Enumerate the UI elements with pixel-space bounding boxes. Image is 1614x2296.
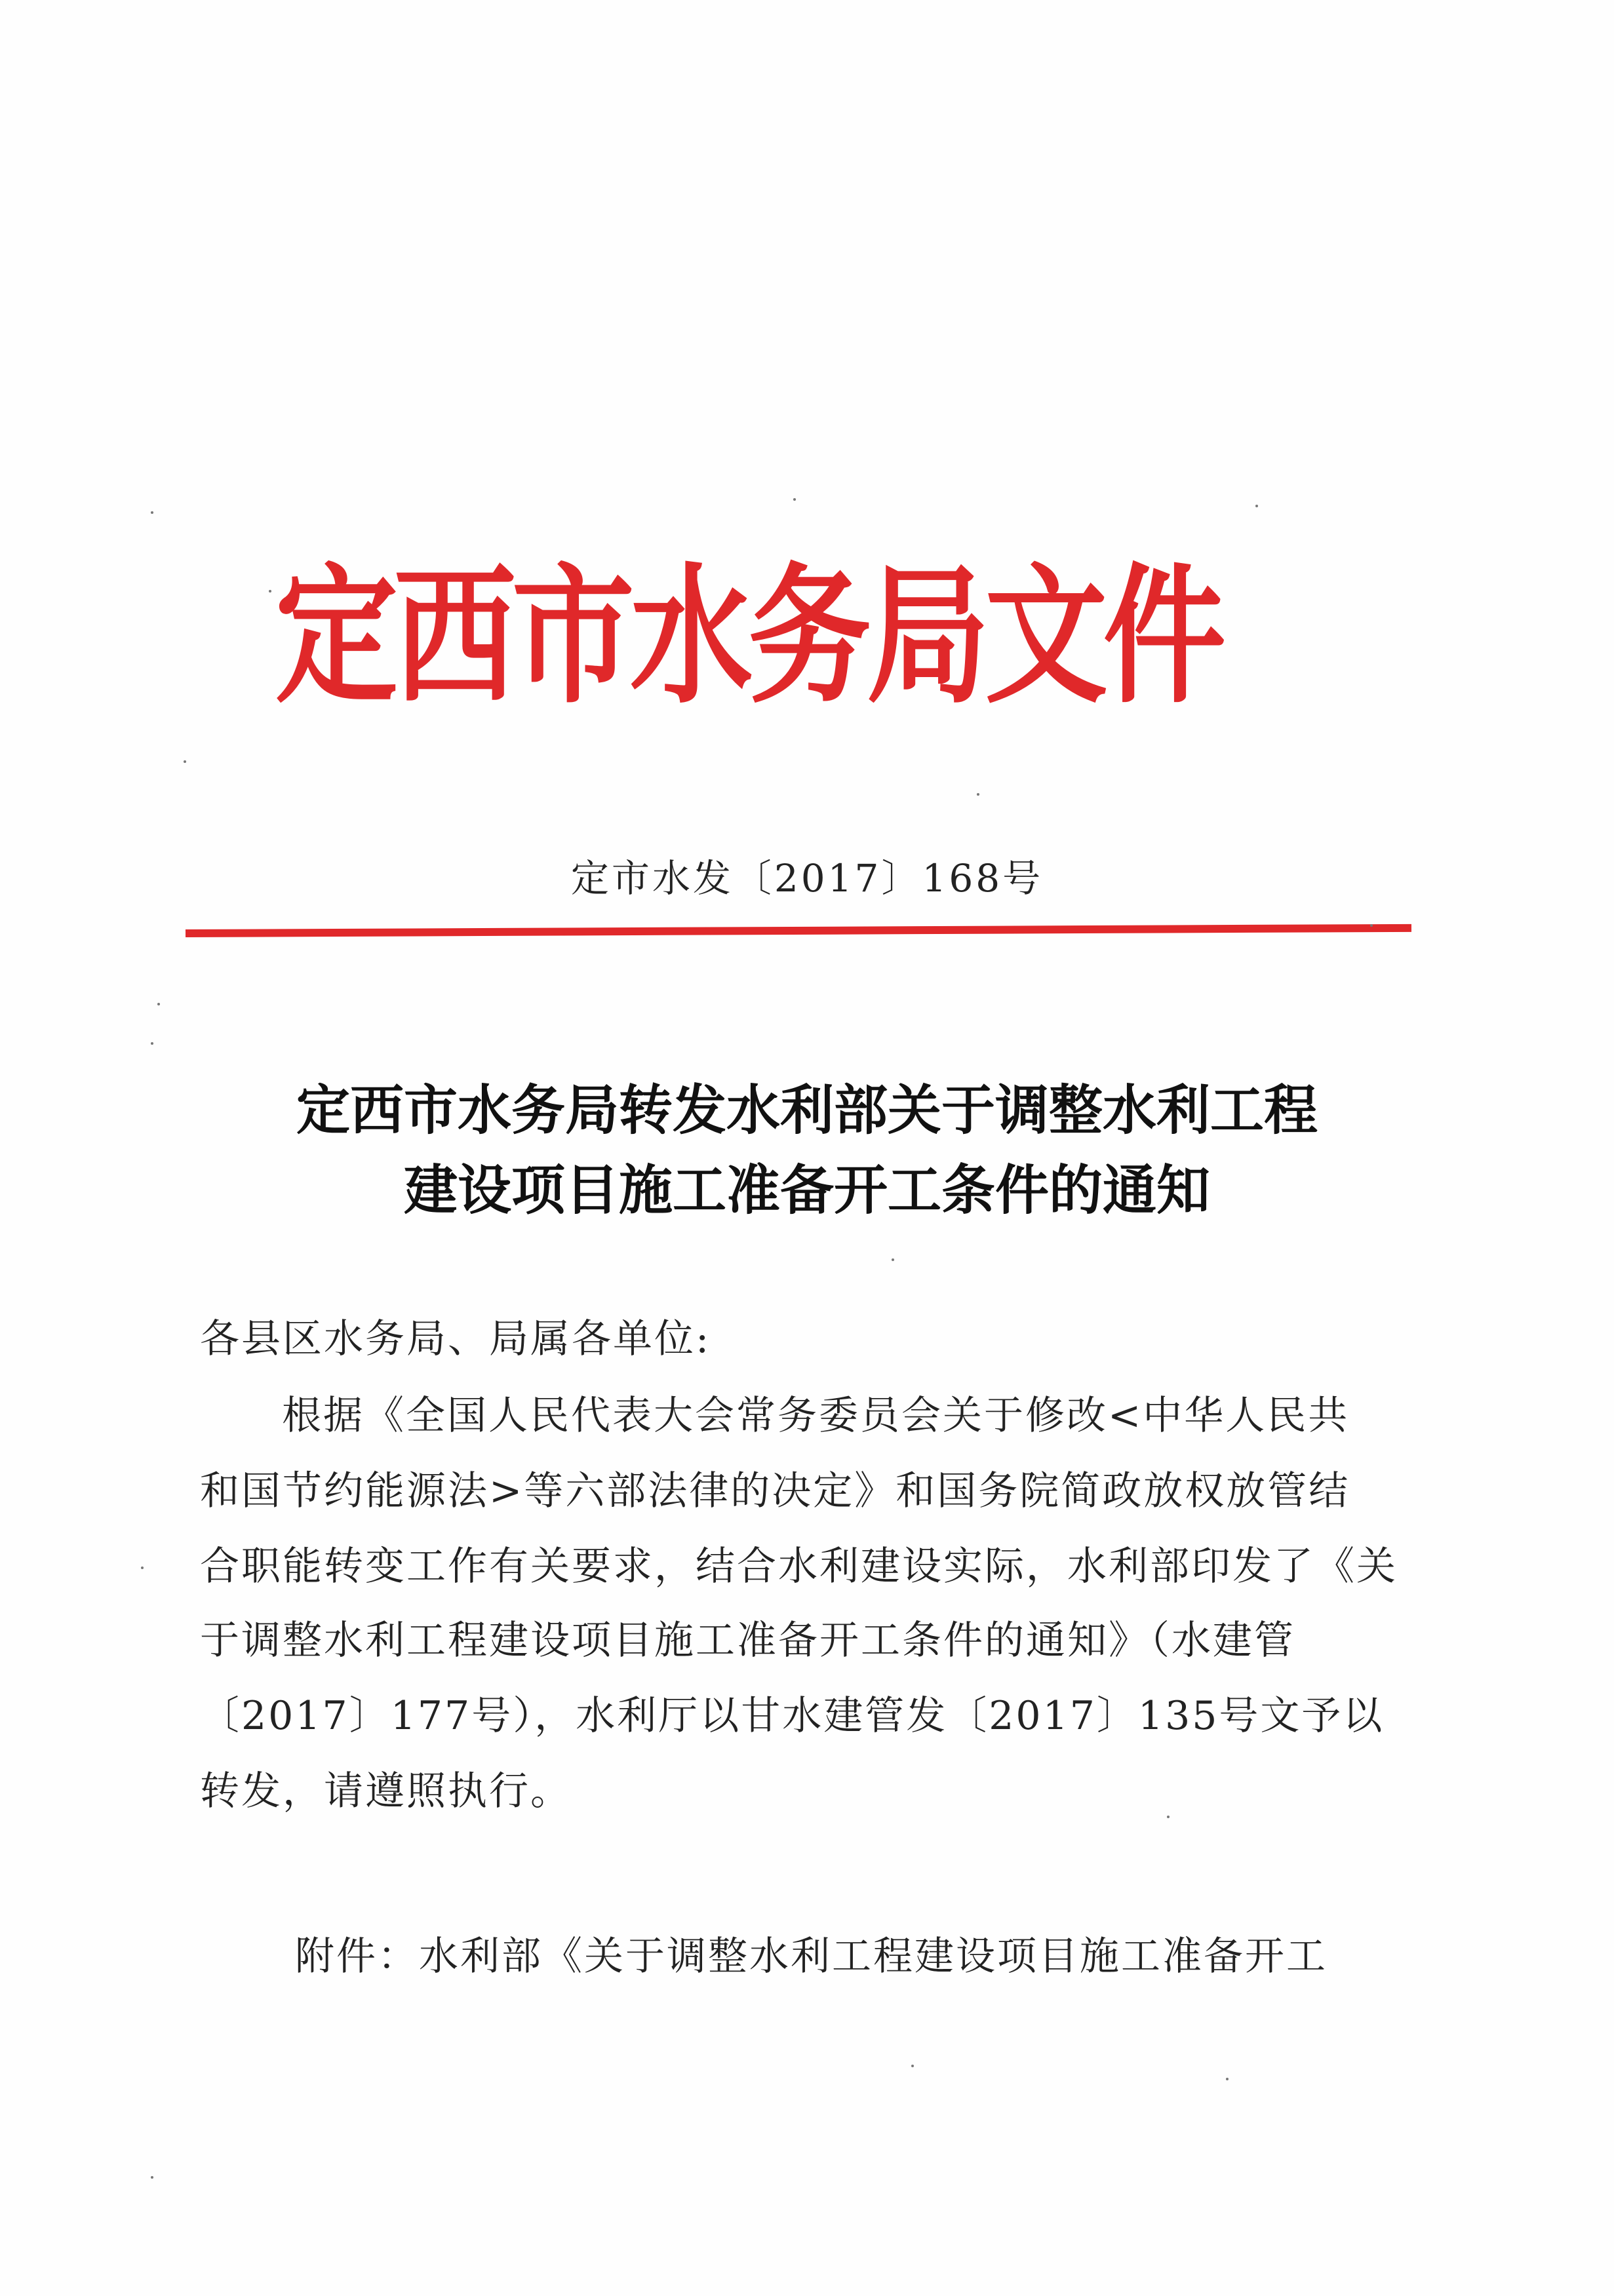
notice-title-line-1: 定西市水务局转发水利部关于调整水利工程 <box>296 1080 1318 1142</box>
masthead-title: 定西市水务局文件 <box>275 548 1222 724</box>
body-line-4: 于调整水利工程建设项目施工准备开工条件的通知》（水建管 <box>200 1618 1295 1664</box>
attachment-line: 附件：水利部《关于调整水利工程建设项目施工准备开工 <box>295 1934 1328 1979</box>
scan-speck <box>269 590 271 593</box>
scan-speck <box>911 2065 914 2067</box>
document-number: 定市水发〔2017〕168号 <box>570 856 1044 901</box>
body-line-2: 和国节约能源法>等六部法律的决定》和国务院简政放权放管结 <box>200 1468 1350 1514</box>
body-line-1: 根据《全国人民代表大会常务委员会关于修改<中华人民共 <box>282 1393 1350 1439</box>
scan-speck <box>184 760 186 763</box>
body-line-5: 〔2017〕177号），水利厅以甘水建管发〔2017〕135号文予以 <box>200 1693 1385 1739</box>
scan-speck <box>1167 1816 1170 1818</box>
scan-speck <box>151 2176 153 2179</box>
scan-speck <box>151 1042 153 1045</box>
body-line-6: 转发，请遵照执行。 <box>200 1768 572 1814</box>
body-line-3: 合职能转变工作有关要求，结合水利建设实际，水利部印发了《关 <box>200 1544 1398 1589</box>
scan-speck <box>141 1566 144 1569</box>
scan-speck <box>793 498 796 501</box>
scan-speck <box>1370 924 1373 927</box>
red-divider-line <box>186 924 1411 937</box>
scan-speck <box>977 793 979 796</box>
scan-speck <box>1255 505 1258 507</box>
scan-speck <box>1226 2078 1229 2080</box>
salutation: 各县区水务局、局属各单位: <box>200 1316 711 1362</box>
notice-title-line-2: 建设项目施工准备开工条件的通知 <box>403 1159 1210 1222</box>
scan-speck <box>151 511 153 514</box>
scan-speck <box>892 1258 894 1261</box>
scan-speck <box>157 1003 160 1005</box>
